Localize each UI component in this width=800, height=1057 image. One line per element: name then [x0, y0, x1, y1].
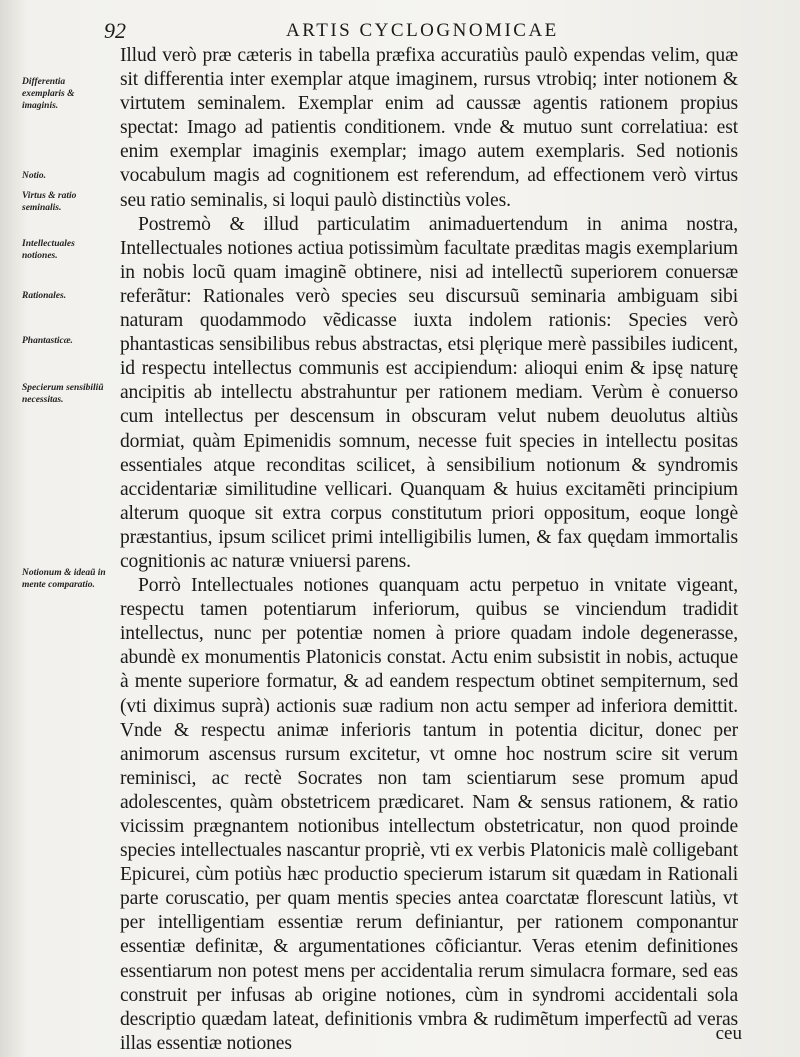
page-number: 92 — [104, 18, 126, 43]
margin-note: Notionum & ideaũ in mente comparatio. — [22, 568, 106, 590]
catchword: ceu — [715, 1023, 742, 1044]
margin-note: Differentia exemplaris & imaginis. — [22, 77, 75, 111]
paragraph: Postremò & illud particulatim animaduertendum in anima nostra, Intellectuales notiones actiua potissimùm facultate præditas magis exemplarium in nobis locũ quam imaginẽ obtinere, nisi ad intellectũ superiorem conuersæ referãtur: Rationales verò species seu discursuũ seminaria ambiguam sibi naturam quodammodo vẽdicasse iuxta indolem rationis: Species verò phantasticas sensibilibus rebus abstractas, etsi plęrique merè passibiles iudicent, id respectu intellectus communis est accipiendum: alioqui enim & ipsę naturę ancipitis ab intellectu abstrahuntur per rationem mediam. Verùm è conuerso cum intellectus per descensum in obscuram velut nubem deuolutus altiùs dormiat, quàm Epimenidis somnum, necesse fuit species in intellectu positas essentiales atque reconditas scilicet, à sensibilium notionum & syndromis accidentariæ similitudine vellicari. Quanquam & huius excitamẽti principium alterum quoque sit extra corpus constitutum priori oppositum, eoque longè præstantius, ipsum scilicet primi intelligibilis lumen, & fax quędam immortalis cognitionis ac naturæ vniuersi parens. — [120, 213, 738, 572]
margin-note: Notio. — [22, 171, 47, 181]
margin-note: Specierum sensibiliũ necessitas. — [22, 383, 104, 405]
margin-note: Rationales. — [22, 291, 67, 301]
running-head: ARTIS CYCLOGNOMICAE — [286, 20, 559, 41]
main-text — [120, 44, 738, 1056]
margin-note: Intellectuales notiones. — [22, 239, 75, 261]
margin-note: Virtus & ratio seminalis. — [22, 191, 77, 213]
paragraph: Porrò Intellectuales notiones quanquam actu perpetuo in vnitate vigeant, respectu tamen potentiarum inferiorum, quibus se vinciendum tradidit intellectus, nunc per potentiæ nomen à priore quadam indole degenerasse, abundè ex monumentis Platonicis constat. Actu enim subsistit in nobis, actuque à mente superiore formatur, & ad eandem respectum obtinet sempiternum, sed (vti diximus suprà) actionis suæ radium non actu semper ad inferiora demittit. Vnde & respectu animæ inferioris tantum in potentia dicitur, donec per animorum ascensus rursum excitetur, vt omne hoc nostrum scire sit verum reminisci, ac rectè Socrates non tam scientiarum sese promum apud adolescentes, quàm obstetricem prædicaret. Nam & sensus rationem, & ratio vicissim prægnantem notionibus intellectum obstetricatur, non quod proinde species intellectuales nascantur propriè, vti ex verbis Platonicis malè colligebant Epicurei, cùm potiùs hæc productio specierum istarum sit quædam in Rationali parte coruscatio, per quam mentis species antea coarctatæ florescunt latiùs, vt per intelligentiam essentiæ rerum definiantur, per rationem componantur essentiæ definitæ, & argumentationes cõficiantur. Veras etenim definitiones essentiarum non potest mens per accidentalia rerum simulacra formare, sed eas construit per infusas ab origine notiones, cùm in syndromi accidentali sola descriptio quædam lateat, definitionis vmbra & rudimẽtum imperfectũ ad veras illas essentiæ notiones — [120, 575, 738, 1054]
margin-note: Phantasticæ. — [22, 336, 73, 346]
page-header — [96, 18, 756, 44]
paragraph: Illud verò præ cæteris in tabella præfixa accuratiùs paulò expendas velim, quæ sit differentia inter exemplar atque imaginem, rursus vtrobiq; inter notionem & virtutem seminalem. Exemplar enim ad caussæ agentis rationem propius spectat: Imago ad patientis conditionem. vnde & mutuo sunt correlatiua: est enim exemplar imaginis exemplar; imago autem exemplaris. Sed notionis vocabulum magis ad cognitionem est referendum, ad effectionem verò virtus seu ratio seminalis, si loqui paulò distinctiùs voles. — [120, 45, 738, 211]
